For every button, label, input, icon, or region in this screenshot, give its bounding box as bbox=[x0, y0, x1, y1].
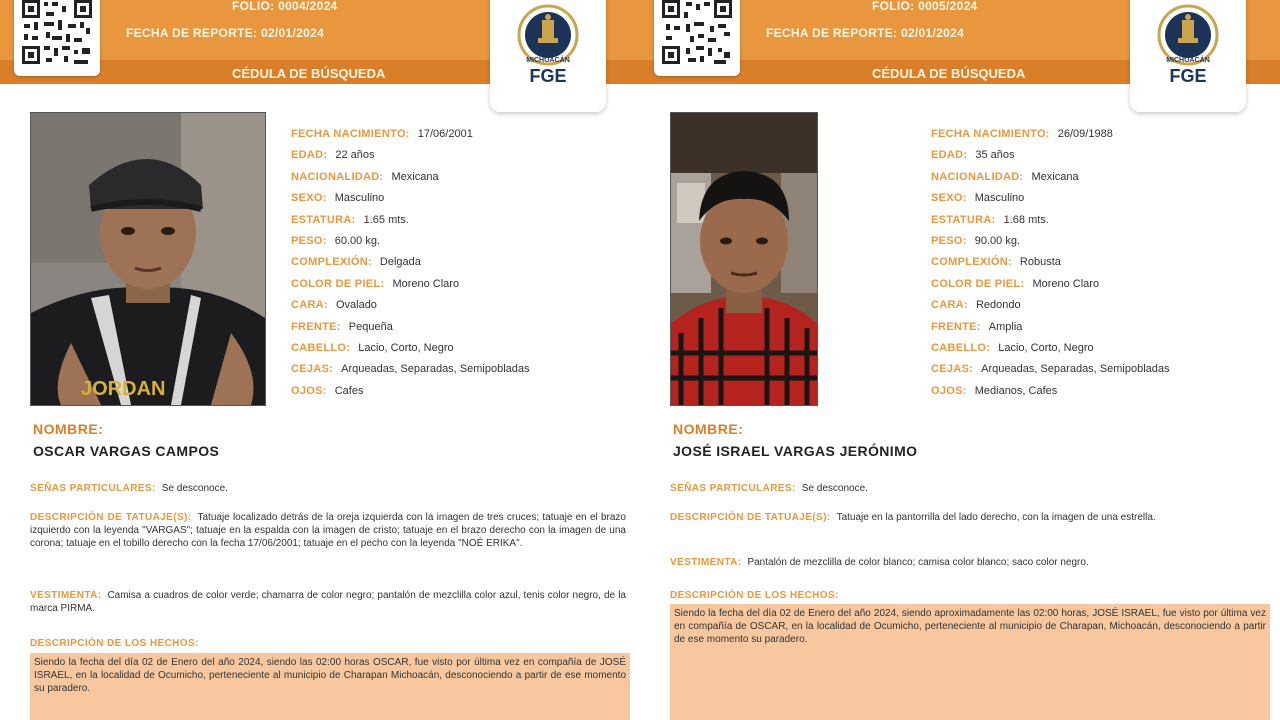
field-color-piel: COLOR DE PIEL: Moreno Claro bbox=[931, 277, 1100, 290]
descripcion-tatuajes: DESCRIPCIÓN DE TATUAJE(S): Tatuaje localizado detrás de la oreja izquierda con la imagen de tres cruces; tatuaje en el brazo izquierdo con la leyenda "VARGAS"; tatuaje en la espalda con la imagen de cristo; tatuaje en el brazo derecho con la imagen de una corona; tatuaje en el tobillo derecho con la fecha 17/06/2001; tatuaje en el pecho con la leyenda "NOÉ ERIKA". bbox=[30, 512, 626, 549]
person-name: JOSÉ ISRAEL VARGAS JERÓNIMO bbox=[673, 443, 918, 459]
field-sexo: SEXO: Masculino bbox=[931, 192, 1025, 205]
field-fecha-nacimiento: FECHA NACIMIENTO: 26/09/1988 bbox=[931, 128, 1113, 140]
qr-code-icon bbox=[660, 0, 734, 66]
field-ojos: OJOS: Cafes bbox=[291, 384, 364, 397]
field-fecha-nacimiento: FECHA NACIMIENTO: 17/06/2001 bbox=[291, 128, 473, 140]
fecha-reporte: FECHA DE REPORTE: 02/01/2024 bbox=[126, 26, 325, 40]
field-edad: EDAD: 22 años bbox=[291, 149, 375, 162]
person-name: OSCAR VARGAS CAMPOS bbox=[33, 443, 220, 459]
field-nacionalidad: NACIONALIDAD: Mexicana bbox=[291, 170, 439, 183]
field-color-piel: COLOR DE PIEL: Moreno Claro bbox=[291, 277, 460, 290]
fecha-reporte: FECHA DE REPORTE: 02/01/2024 bbox=[766, 26, 965, 40]
field-cara: CARA: Ovalado bbox=[291, 299, 377, 312]
svg-text:JORDAN: JORDAN bbox=[81, 378, 166, 400]
hechos-description: Siendo la fecha del día 02 de Enero del año 2024, siendo las 02:00 horas OSCAR, fue visto por última vez en compañía de JOSÉ ISRAEL, en la localidad de Ocumicho, perteneciente al municipio de Charapan Michoacán, desconociendo a partir de ese momento su paradero. bbox=[30, 653, 630, 720]
person-photo bbox=[30, 112, 266, 406]
field-nacionalidad: NACIONALIDAD: Mexicana bbox=[931, 170, 1079, 183]
descripcion-tatuajes: DESCRIPCIÓN DE TATUAJE(S): Tatuaje en la pantorrilla del lado derecho, con la imagen de una estrella. bbox=[670, 512, 1156, 523]
field-sexo: SEXO: Masculino bbox=[291, 192, 385, 205]
field-edad: EDAD: 35 años bbox=[931, 149, 1015, 162]
qr-code-icon bbox=[20, 0, 94, 66]
vestimenta: VESTIMENTA: Camisa a cuadros de color verde; chamarra de color negro; pantalón de mezclilla color azul, tenis color negro, de la marca PIRMA. bbox=[30, 590, 626, 614]
field-peso: PESO: 90.00 kg. bbox=[931, 234, 1020, 247]
logo-subtitle: MICHOACÁN bbox=[526, 57, 570, 64]
logo-text: FGE bbox=[1169, 66, 1207, 86]
nombre-label: NOMBRE: bbox=[33, 421, 104, 437]
field-frente: FRENTE: Amplia bbox=[931, 320, 1023, 333]
field-peso: PESO: 60.00 kg. bbox=[291, 234, 380, 247]
folio: FOLIO: 0005/2024 bbox=[872, 0, 978, 13]
field-complexion: COMPLEXIÓN: Robusta bbox=[931, 256, 1061, 269]
hechos-label: DESCRIPCIÓN DE LOS HECHOS: bbox=[30, 638, 199, 649]
senas-particulares: SEÑAS PARTICULARES: Se desconoce. bbox=[30, 483, 228, 494]
logo-text: FGE bbox=[529, 66, 567, 86]
search-card-right bbox=[640, 0, 1280, 720]
senas-particulares: SEÑAS PARTICULARES: Se desconoce. bbox=[670, 483, 868, 494]
field-estatura: ESTATURA: 1.65 mts. bbox=[291, 213, 409, 226]
logo-subtitle: MICHOACÁN bbox=[1166, 57, 1210, 64]
fge-logo bbox=[490, 0, 606, 112]
qr-code[interactable] bbox=[654, 0, 740, 76]
field-complexion: COMPLEXIÓN: Delgada bbox=[291, 256, 421, 269]
field-cabello: CABELLO: Lacio, Corto, Negro bbox=[931, 341, 1094, 354]
field-cejas: CEJAS: Arqueadas, Separadas, Semipobladas bbox=[291, 363, 530, 376]
fge-logo bbox=[1130, 0, 1246, 112]
cedula-title: CÉDULA DE BÚSQUEDA bbox=[232, 66, 386, 81]
field-frente: FRENTE: Pequeña bbox=[291, 320, 393, 333]
vestimenta: VESTIMENTA: Pantalón de mezclilla de color blanco; camisa color blanco; saco color negro. bbox=[670, 557, 1089, 568]
nombre-label: NOMBRE: bbox=[673, 421, 744, 437]
attributes-list bbox=[931, 128, 1170, 406]
hechos-label: DESCRIPCIÓN DE LOS HECHOS: bbox=[670, 590, 839, 601]
field-cara: CARA: Redondo bbox=[931, 299, 1021, 312]
field-cabello: CABELLO: Lacio, Corto, Negro bbox=[291, 341, 454, 354]
qr-code[interactable] bbox=[14, 0, 100, 76]
person-photo bbox=[670, 112, 818, 406]
field-cejas: CEJAS: Arqueadas, Separadas, Semipobladas bbox=[931, 363, 1170, 376]
field-estatura: ESTATURA: 1.68 mts. bbox=[931, 213, 1049, 226]
attributes-list bbox=[291, 128, 530, 406]
field-ojos: OJOS: Medianos, Cafes bbox=[931, 384, 1058, 397]
folio: FOLIO: 0004/2024 bbox=[232, 0, 338, 13]
hechos-description: Siendo la fecha del día 02 de Enero del año 2024, siendo aproximadamente las 02:00 horas, JOSÉ ISRAEL, fue visto por última vez en compañía de OSCAR, en la localidad de Ocumicho, perteneciente al municipio de Charapan, Michoacán, desconociendo a partir de ese momento su paradero. bbox=[670, 604, 1270, 720]
cedula-title: CÉDULA DE BÚSQUEDA bbox=[872, 66, 1026, 81]
